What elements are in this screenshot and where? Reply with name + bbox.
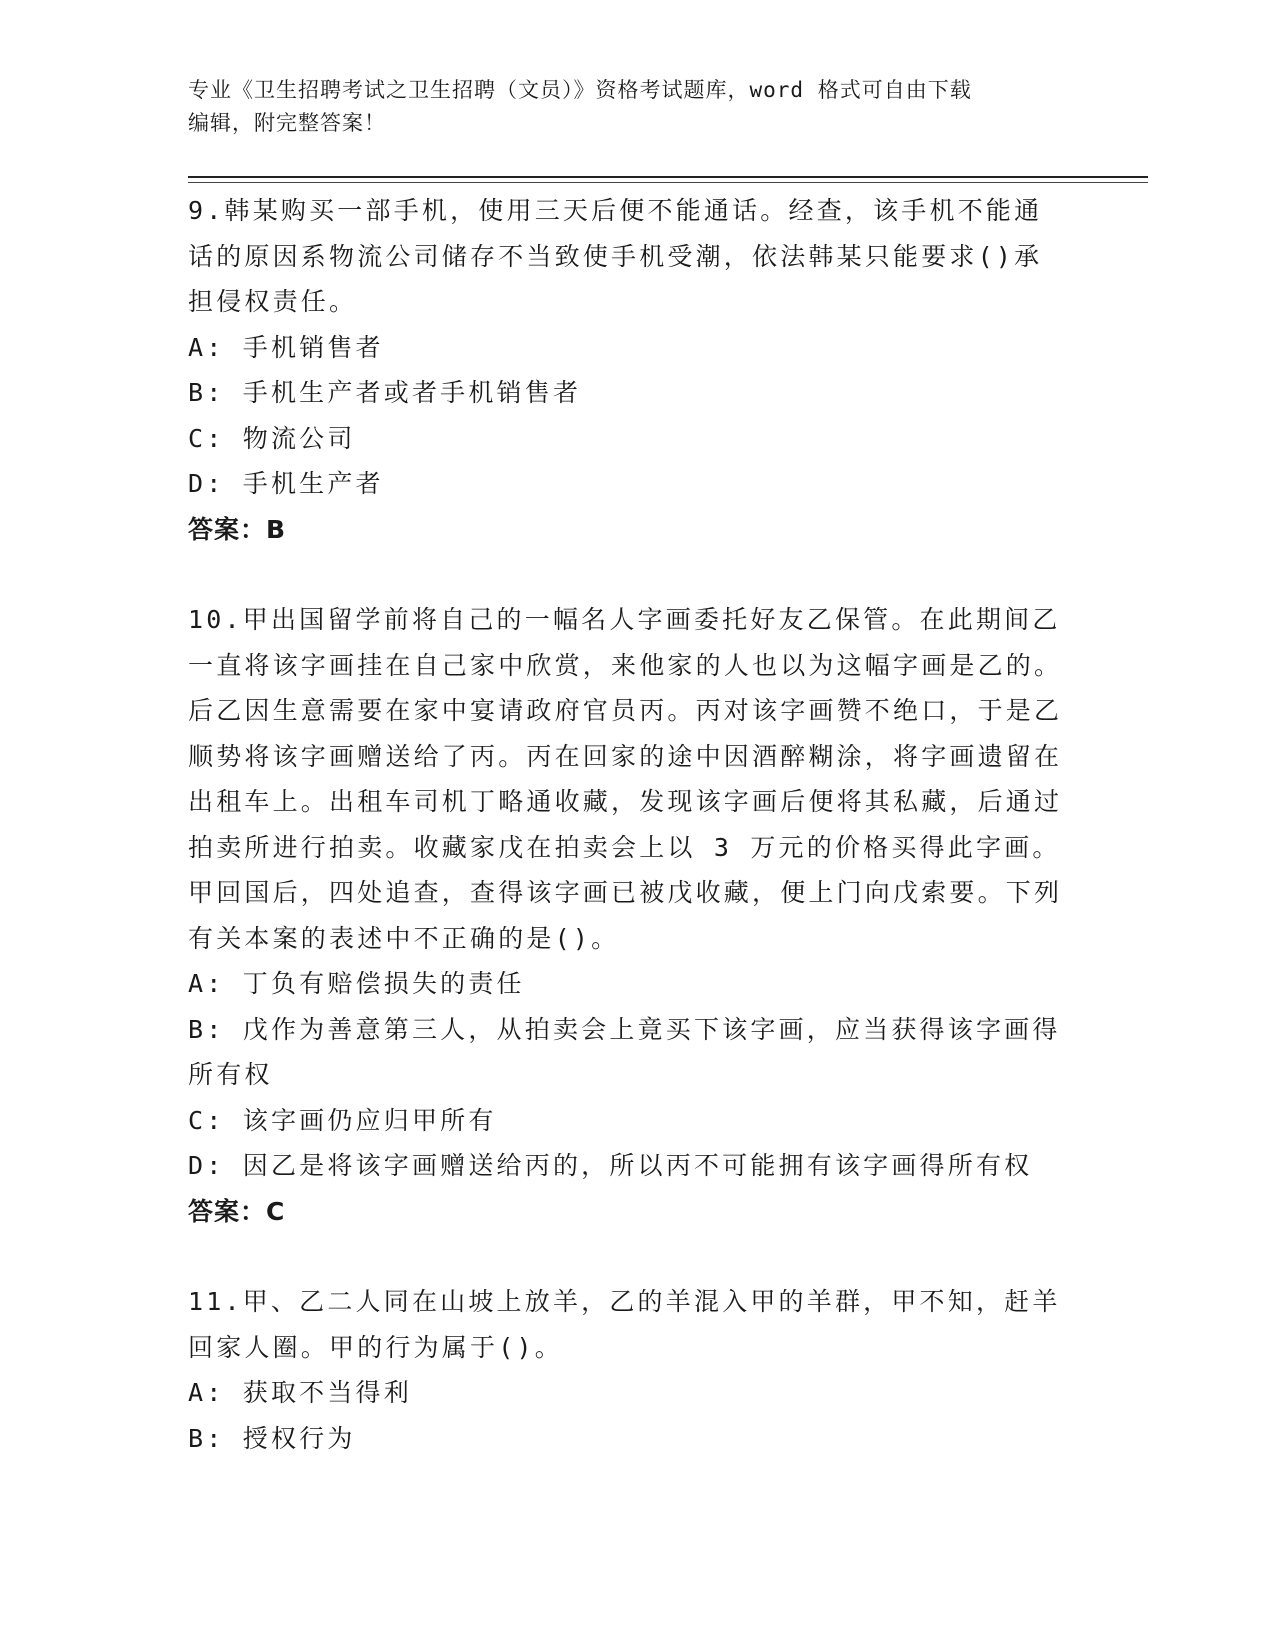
option-b: B: 戊作为善意第三人，从拍卖会上竟买下该字画，应当获得该字画得所有权 bbox=[188, 1014, 1061, 1089]
answer: 答案：C bbox=[188, 1196, 286, 1226]
document-header bbox=[188, 74, 1088, 140]
answer: 答案：B bbox=[188, 514, 287, 544]
question-10 bbox=[188, 597, 1068, 1234]
header-line-1: 专业《卫生招聘考试之卫生招聘（文员）》资格考试题库，word 格式可自由下载 bbox=[188, 78, 972, 102]
header-divider-thin bbox=[188, 182, 1148, 183]
question-text: 9.韩某购买一部手机，使用三天后便不能通话。经查，该手机不能通话的原因系物流公司储存不当致使手机受潮，依法韩某只能要求()承担侵权责任。 bbox=[188, 196, 1043, 316]
question-9 bbox=[188, 188, 1068, 552]
option-a: A: 获取不当得利 bbox=[188, 1378, 412, 1407]
option-d: D: 手机生产者 bbox=[188, 469, 384, 498]
question-text: 11.甲、乙二人同在山坡上放羊，乙的羊混入甲的羊群，甲不知，赶羊回家人圈。甲的行为属于()。 bbox=[188, 1287, 1061, 1362]
header-line-2: 编辑，附完整答案！ bbox=[188, 111, 386, 135]
option-a: A: 手机销售者 bbox=[188, 332, 384, 362]
option-a: A: 丁负有赔偿损失的责任 bbox=[188, 969, 525, 998]
question-text: 10.甲出国留学前将自己的一幅名人字画委托好友乙保管。在此期间乙一直将该字画挂在自己家中欣赏，来他家的人也以为这幅字画是乙的。后乙因生意需要在家中宴请政府官员丙。丙对该字画赞不绝口，于是乙顺势将该字画赠送给了丙。丙在回家的途中因酒醉糊涂，将字画遗留在出租车上。出租车司机丁略通收藏，发现该字画后便将其私藏，后通过拍卖所进行拍卖。收藏家戊在拍卖会上以 3 万元的价格买得此字画。甲回国后，四处追查，查得该字画已被戊收藏，便上门向戊索要。下列有关本案的表述中不正确的是()。 bbox=[188, 605, 1063, 953]
option-d: D: 因乙是将该字画赠送给丙的，所以丙不可能拥有该字画得所有权 bbox=[188, 1151, 1033, 1180]
option-c: C: 该字画仍应归甲所有 bbox=[188, 1105, 497, 1135]
question-11 bbox=[188, 1279, 1068, 1461]
question-list bbox=[188, 188, 1068, 1461]
header-divider-thick bbox=[188, 176, 1148, 178]
option-c: C: 物流公司 bbox=[188, 423, 356, 453]
option-b: B: 手机生产者或者手机销售者 bbox=[188, 378, 582, 407]
option-b: B: 授权行为 bbox=[188, 1423, 356, 1453]
